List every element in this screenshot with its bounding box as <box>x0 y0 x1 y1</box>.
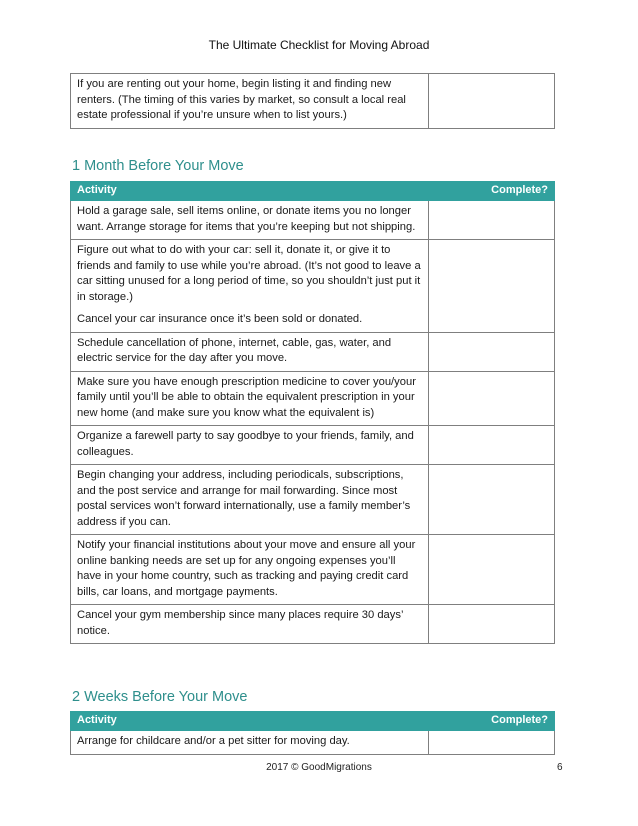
complete-checkbox-cell[interactable] <box>429 426 555 465</box>
complete-checkbox-cell[interactable] <box>429 535 555 605</box>
table-header-row <box>71 712 555 731</box>
complete-checkbox-cell[interactable] <box>429 332 555 371</box>
table-row <box>71 371 555 426</box>
table-row <box>71 201 555 240</box>
activity-cell: Hold a garage sale, sell items online, or donate items you no longer want. Arrange storage for items that you’re keeping but not shipping. <box>71 201 429 240</box>
complete-checkbox-cell[interactable] <box>429 201 555 240</box>
table-row <box>71 731 555 755</box>
activity-cell: Notify your financial institutions about your move and ensure all your online banking needs are set up for any ongoing expenses you’ll have in your home country, such as tracking and paying credit card bills, car loans, and mortgage payments. <box>71 535 429 605</box>
section-heading-1-month: 1 Month Before Your Move <box>72 158 244 174</box>
complete-checkbox-cell[interactable] <box>429 240 555 333</box>
table-header-row <box>71 182 555 201</box>
activity-cell: Arrange for childcare and/or a pet sitter for moving day. <box>71 731 429 755</box>
table-row <box>71 465 555 535</box>
month-checklist-table <box>70 181 555 644</box>
activity-cell: Make sure you have enough prescription medicine to cover you/your family until you’ll be able to obtain the equivalent prescription in your new home (and make sure you know what the equivalent is) <box>71 371 429 426</box>
table-row <box>71 240 555 333</box>
weeks-checklist-table <box>70 711 555 755</box>
complete-checkbox-cell[interactable] <box>429 465 555 535</box>
column-header-activity: Activity <box>71 182 429 201</box>
column-header-complete: Complete? <box>429 182 555 201</box>
footer-copyright: 2017 © GoodMigrations <box>266 762 372 773</box>
carryover-checklist-table <box>70 73 555 129</box>
table-row <box>71 332 555 371</box>
activity-cell <box>71 240 429 333</box>
activity-cell: Organize a farewell party to say goodbye to your friends, family, and colleagues. <box>71 426 429 465</box>
table-row <box>71 605 555 644</box>
table-row <box>71 535 555 605</box>
complete-checkbox-cell[interactable] <box>429 371 555 426</box>
page-number: 6 <box>557 762 563 773</box>
page-header-title: The Ultimate Checklist for Moving Abroad <box>208 38 430 52</box>
activity-cell: Begin changing your address, including periodicals, subscriptions, and the post service and arrange for mail forwarding. Since most postal services won’t forward internationally, use a family member’s address if you can. <box>71 465 429 535</box>
table-row <box>71 426 555 465</box>
activity-cell: Schedule cancellation of phone, internet, cable, gas, water, and electric service for the day after you move. <box>71 332 429 371</box>
column-header-complete: Complete? <box>429 712 555 731</box>
complete-checkbox-cell[interactable] <box>429 731 555 755</box>
activity-text: Figure out what to do with your car: sell it, donate it, or give it to friends and family to use while you’re abroad. (It’s not good to leave a car sitting unused for a long period of time, so you shouldn’t just put it in storage.) <box>77 244 421 303</box>
complete-checkbox-cell[interactable] <box>429 74 555 129</box>
activity-cell: Cancel your gym membership since many places require 30 days’ notice. <box>71 605 429 644</box>
activity-cell: If you are renting out your home, begin listing it and finding new renters. (The timing of this varies by market, so consult a local real estate professional if you’re unsure when to list yours.) <box>71 74 429 129</box>
section-heading-2-weeks: 2 Weeks Before Your Move <box>72 689 248 705</box>
table-row <box>71 74 555 129</box>
complete-checkbox-cell[interactable] <box>429 605 555 644</box>
activity-text-extra: Cancel your car insurance once it’s been sold or donated. <box>77 313 363 325</box>
column-header-activity: Activity <box>71 712 429 731</box>
